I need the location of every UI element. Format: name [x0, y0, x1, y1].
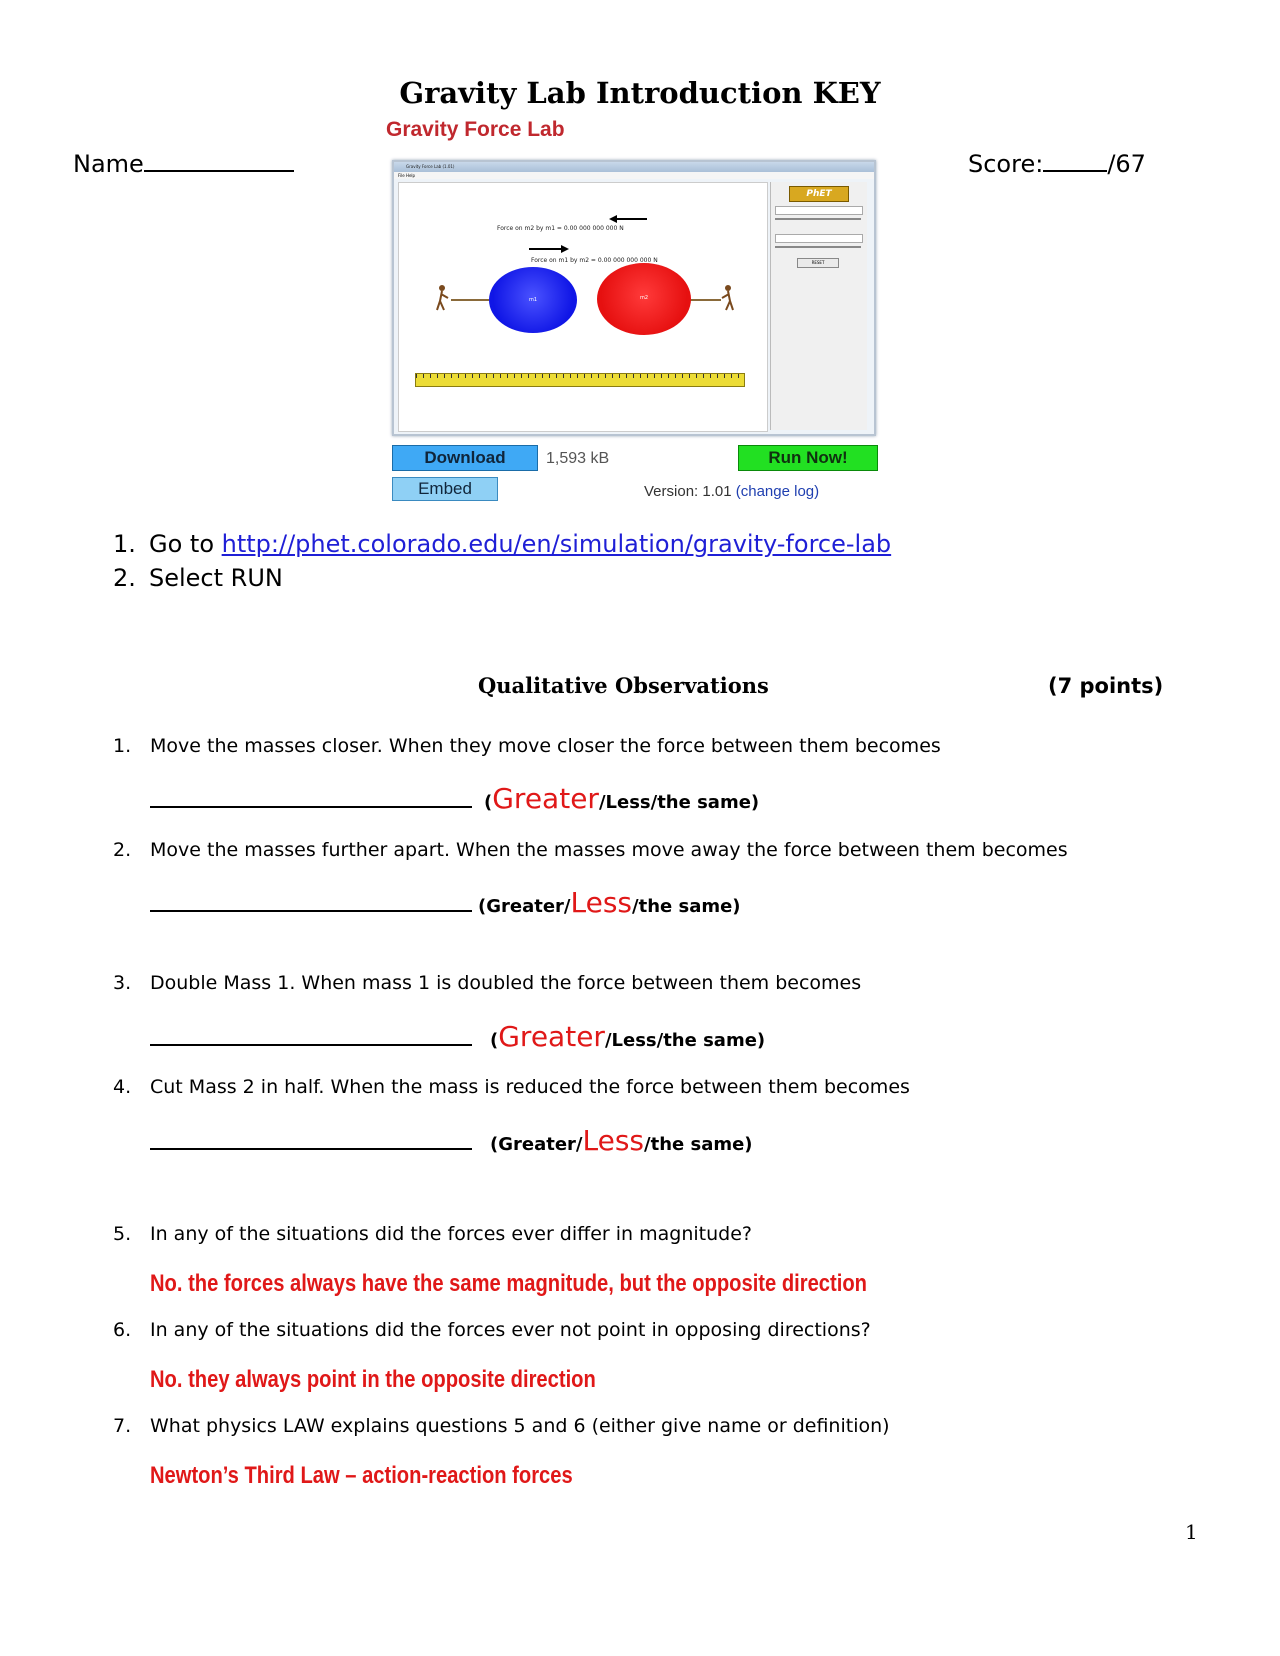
answer-blank	[150, 1148, 472, 1150]
download-button[interactable]: Download	[392, 445, 538, 471]
embed-button[interactable]: Embed	[392, 477, 498, 501]
sim-control-panel	[770, 182, 867, 430]
m1-input[interactable]	[775, 206, 863, 215]
question-4	[113, 1076, 910, 1098]
question-number: 4.	[113, 1076, 132, 1098]
choice-pre: (Greater/	[478, 896, 571, 917]
choice-pre: (Greater/	[490, 1134, 583, 1155]
choice-answer: Greater	[492, 782, 599, 815]
question-number: 5.	[113, 1223, 132, 1245]
choice-post: /the same)	[644, 1134, 753, 1155]
simulation-link[interactable]: http://phet.colorado.edu/en/simulation/gravity-force-lab	[221, 530, 892, 558]
page-title: Gravity Lab Introduction KEY	[399, 76, 881, 110]
sim-canvas	[398, 182, 768, 432]
m2-slider[interactable]	[775, 246, 861, 248]
choice-post: /Less/the same)	[598, 792, 760, 813]
question-text: In any of the situations did the forces ever differ in magnitude?	[150, 1223, 752, 1245]
score-label: Score:	[968, 150, 1044, 178]
sim-title: Gravity Force Lab	[386, 118, 565, 141]
score-blank	[1043, 170, 1107, 172]
question-number: 1.	[113, 735, 132, 757]
step-number: 2.	[113, 564, 136, 592]
question-text: Move the masses further apart. When the masses move away the force between them becomes	[150, 839, 1068, 861]
choice-pre: (	[484, 792, 493, 813]
question-number: 3.	[113, 972, 132, 994]
section-points: (7 points)	[1048, 674, 1164, 698]
score-field	[968, 150, 1146, 178]
question-number: 6.	[113, 1319, 132, 1341]
puller-left-icon	[435, 285, 449, 311]
m1-slider[interactable]	[775, 218, 861, 220]
phet-logo: PhET	[789, 186, 849, 202]
question-text: Double Mass 1. When mass 1 is doubled the force between them becomes	[150, 972, 862, 994]
question-6	[113, 1319, 871, 1341]
question-2	[113, 839, 1068, 861]
m2-input[interactable]	[775, 234, 863, 243]
answer-7: Newton’s Third Law – action-reaction forces	[150, 1462, 573, 1489]
version-text: Version: 1.01	[644, 483, 732, 500]
sim-window	[392, 160, 876, 436]
mass-1-blue[interactable]	[489, 267, 577, 333]
mass-1-label: m1	[528, 297, 538, 303]
download-size: 1,593 kB	[546, 450, 610, 467]
choice-post: /the same)	[632, 896, 741, 917]
force-arrow-left-icon	[609, 215, 649, 223]
step-1	[113, 530, 891, 558]
answer-blank	[150, 806, 472, 808]
choice-3	[150, 1020, 765, 1053]
step-text: Select RUN	[149, 564, 283, 592]
choice-pre: (	[490, 1030, 499, 1051]
step-number: 1.	[113, 530, 136, 558]
section-heading: Qualitative Observations	[478, 673, 769, 698]
choice-2	[150, 886, 741, 919]
name-blank	[144, 170, 294, 172]
version-info	[644, 483, 819, 500]
answer-5: No. the forces always have the same magnitude, but the opposite direction	[150, 1270, 867, 1297]
question-1	[113, 735, 941, 757]
rope-left	[451, 299, 489, 301]
question-text: Move the masses closer. When they move closer the force between them becomes	[150, 735, 941, 757]
question-7	[113, 1415, 890, 1437]
question-text: In any of the situations did the forces ever not point in opposing directions?	[150, 1319, 871, 1341]
question-text: Cut Mass 2 in half. When the mass is reduced the force between them becomes	[150, 1076, 910, 1098]
score-total: /67	[1107, 150, 1146, 178]
mass-2-red[interactable]	[597, 263, 691, 335]
choice-post: /Less/the same)	[604, 1030, 766, 1051]
force-arrow-right-icon	[529, 245, 569, 253]
question-number: 7.	[113, 1415, 132, 1437]
question-text: What physics LAW explains questions 5 and 6 (either give name or definition)	[150, 1415, 890, 1437]
choice-answer: Greater	[498, 1020, 605, 1053]
reset-button[interactable]: RESET	[797, 258, 839, 268]
force-on-m2-label: Force on m2 by m1 = 0.00 000 000 000 N	[497, 225, 624, 232]
step-text: Go to	[149, 530, 222, 558]
question-number: 2.	[113, 839, 132, 861]
answer-blank	[150, 1044, 472, 1046]
choice-1	[150, 782, 759, 815]
answer-6: No. they always point in the opposite direction	[150, 1366, 596, 1393]
name-label: Name	[73, 150, 144, 178]
page-number: 1	[1185, 1520, 1198, 1544]
question-3	[113, 972, 861, 994]
ruler[interactable]	[415, 373, 745, 387]
step-2	[113, 564, 283, 592]
mass-2-label: m2	[639, 295, 649, 301]
name-field	[73, 150, 294, 178]
sim-menubar: File Help	[394, 172, 874, 179]
run-now-button[interactable]: Run Now!	[738, 445, 878, 471]
changelog-link[interactable]: (change log)	[735, 483, 820, 500]
answer-blank	[150, 910, 472, 912]
sim-window-titlebar: Gravity Force Lab (1.01)	[394, 162, 874, 172]
force-on-m1-label: Force on m1 by m2 = 0.00 000 000 000 N	[531, 257, 658, 264]
question-5	[113, 1223, 752, 1245]
choice-answer: Less	[570, 886, 633, 919]
choice-answer: Less	[582, 1124, 645, 1157]
puller-right-icon	[721, 285, 735, 311]
choice-4	[150, 1124, 753, 1157]
